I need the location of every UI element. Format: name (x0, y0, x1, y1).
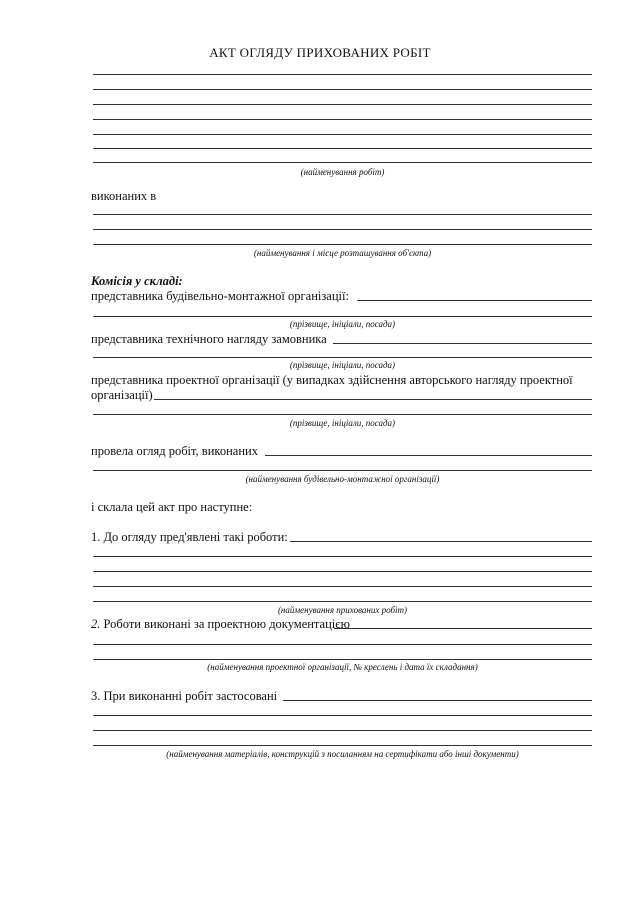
caption-person-2: (прізвище, ініціали, посада) (289, 360, 396, 370)
item1-label: 1. До огляду пред'явлені такі роботи: (91, 530, 288, 544)
works-line-5[interactable] (93, 134, 592, 135)
caption-person-3: (прізвище, ініціали, посада) (289, 418, 396, 428)
works-line-1[interactable] (93, 74, 592, 75)
rep-supervision-line-inline[interactable] (333, 343, 592, 344)
rep-construction-line-2[interactable] (93, 316, 592, 317)
hidden-works-line-5[interactable] (93, 601, 592, 602)
rep-design-line-2[interactable] (93, 414, 592, 415)
object-line-2[interactable] (93, 229, 592, 230)
hidden-works-line-3[interactable] (93, 571, 592, 572)
label-performed-in: виконаних в (91, 189, 157, 203)
caption-design-org: (найменування проектної організації, № креслень і дата їх складання) (207, 662, 478, 672)
object-line-3[interactable] (93, 244, 592, 245)
design-doc-line-3[interactable] (93, 659, 592, 660)
rep-supervision-line-2[interactable] (93, 357, 592, 358)
materials-line-inline[interactable] (283, 700, 592, 701)
act-intro: і склала цей акт про наступне: (91, 500, 253, 514)
item3-label: 3. При виконанні робіт застосовані (91, 689, 278, 703)
caption-materials: (найменування матеріалів, конструкцій з посиланням на сертифікати або інші документи) (166, 749, 519, 759)
design-doc-line-inline[interactable] (334, 628, 592, 629)
materials-line-3[interactable] (93, 730, 592, 731)
caption-hidden-works: (найменування прихованих робіт) (277, 605, 408, 615)
commission-heading: Комісія у складі: (91, 274, 183, 288)
hidden-works-line-inline[interactable] (290, 541, 592, 542)
item2-text: Роботи виконані за проектною документацією (100, 617, 350, 631)
document-title: АКТ ОГЛЯДУ ПРИХОВАНИХ РОБІТ (209, 45, 431, 60)
item2-label (91, 617, 350, 631)
works-line-6[interactable] (93, 148, 592, 149)
label-inspection: провела огляд робіт, виконаних (91, 444, 258, 458)
hidden-works-line-2[interactable] (93, 556, 592, 557)
label-rep-design-line2: організації) (91, 388, 153, 402)
label-rep-supervision: представника технічного нагляду замовника (91, 332, 327, 346)
item2-number: 2. (91, 617, 101, 631)
contractor-line-2[interactable] (93, 470, 592, 471)
rep-construction-line-inline[interactable] (357, 300, 592, 301)
caption-works: (найменування робіт) (300, 167, 385, 177)
design-doc-line-2[interactable] (93, 644, 592, 645)
caption-person-1: (прізвище, ініціали, посада) (289, 319, 396, 329)
works-line-7[interactable] (93, 162, 592, 163)
materials-line-2[interactable] (93, 715, 592, 716)
materials-line-4[interactable] (93, 745, 592, 746)
object-line-1[interactable] (93, 214, 592, 215)
label-rep-construction: представника будівельно-монтажної організації: (91, 289, 349, 303)
works-line-2[interactable] (93, 89, 592, 90)
caption-object: (найменування і місце розташування об'єкта) (253, 248, 432, 258)
rep-design-line-inline[interactable] (154, 399, 592, 400)
hidden-works-line-4[interactable] (93, 586, 592, 587)
works-line-4[interactable] (93, 119, 592, 120)
contractor-line-inline[interactable] (265, 455, 592, 456)
works-line-3[interactable] (93, 104, 592, 105)
caption-contractor: (найменування будівельно-монтажної організації) (245, 474, 440, 484)
label-rep-design-line1: представника проектної організації (у випадках здійснення авторського нагляду проектної (91, 373, 573, 387)
